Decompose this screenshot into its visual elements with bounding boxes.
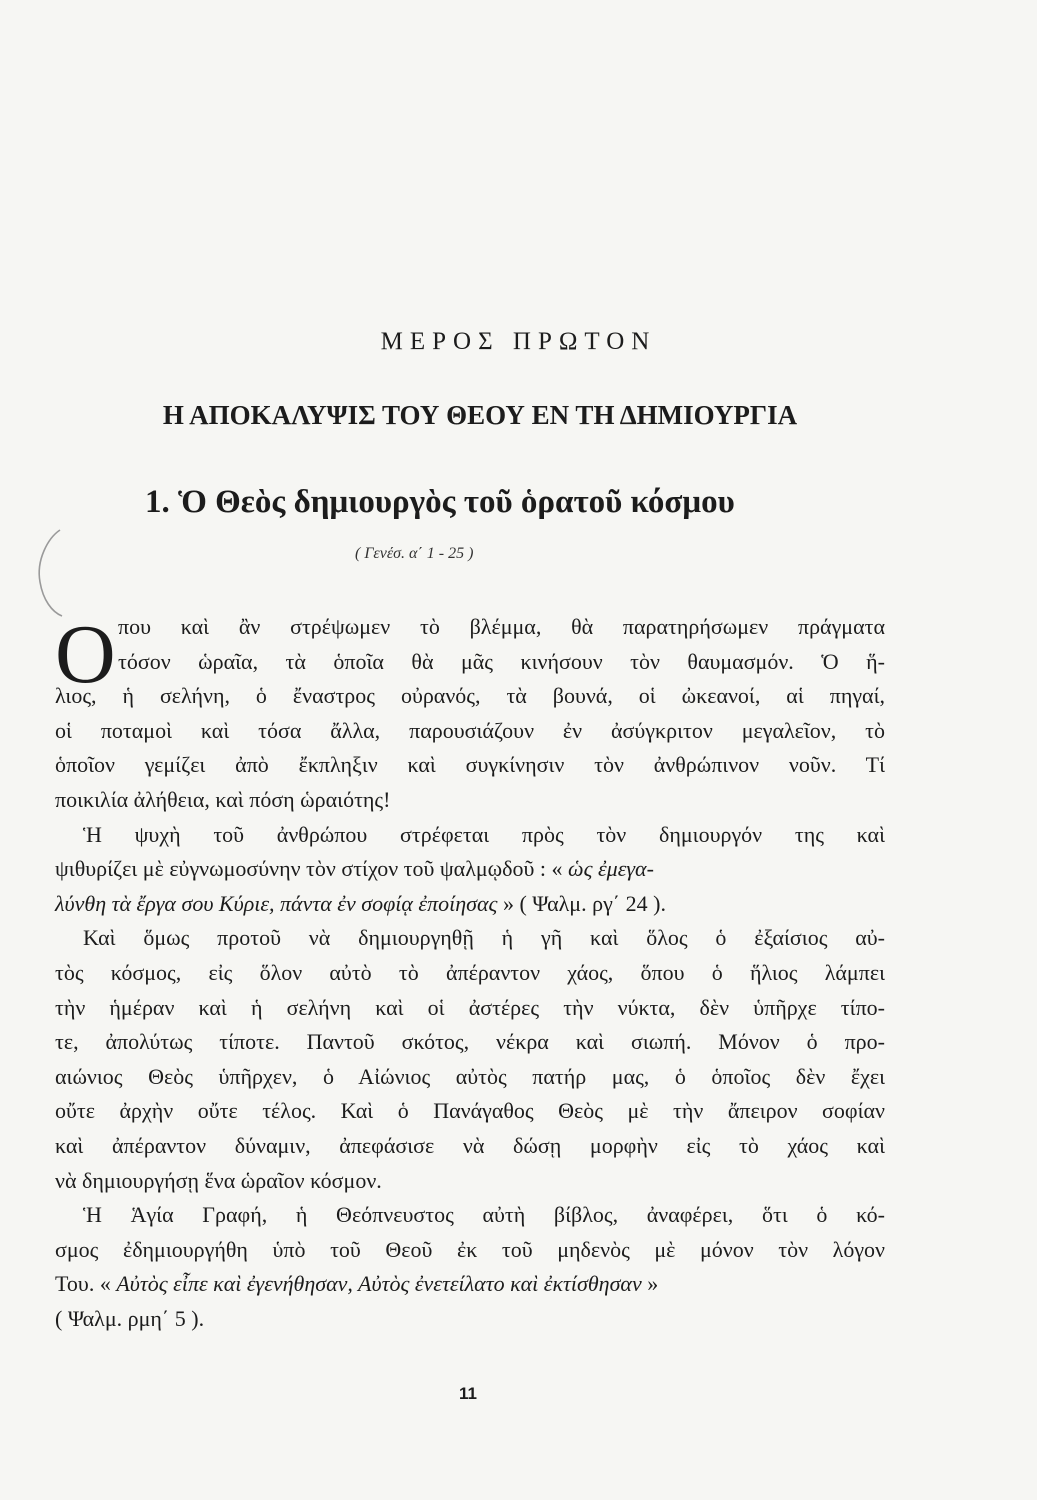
paragraph-line: Ἡ Ἁγία Γραφή, ἡ Θεόπνευστος αὐτὴ βίβλος, ἀναφέρει, ὅτι ὁ κό-: [83, 1202, 885, 1228]
psalm-quote: λύνθη τὰ ἔργα σου Κύριε, πάντα ἐν σοφίᾳ ἐποίησας: [55, 890, 498, 916]
text-segment: ψιθυρίζει μὲ εὐγνωμοσύνην τὸν στίχον τοῦ ψαλμῳδοῦ : «: [55, 856, 563, 882]
paragraph-line: τὴν ἡμέραν καὶ ἡ σελήνη καὶ οἱ ἀστέρες τὴν νύκτα, δὲν ὑπῆρχε τίπο-: [55, 994, 885, 1020]
paragraph-line: οἱ ποταμοὶ καὶ τόσα ἄλλα, παρουσιάζουν ἐν ἀσύγκριτον μεγαλεῖον, τὸ: [55, 717, 885, 743]
paragraph-line: λιος, ἡ σελήνη, ὁ ἔναστρος οὐρανός, τὰ βουνά, οἱ ὠκεανοί, αἱ πηγαί,: [55, 683, 885, 709]
psalm-reference: » ( Ψαλμ. ργ΄ 24 ).: [502, 890, 666, 916]
paragraph-line: καὶ ἀπέραντον δύναμιν, ἀπεφάσισε νὰ δώσῃ μορφὴν εἰς τὸ χάος καὶ: [55, 1132, 885, 1158]
page-number: 11: [459, 1384, 477, 1403]
text-segment: Του. «: [55, 1271, 111, 1297]
book-title: Η ΑΠΟΚΑΛΥΨΙΣ ΤΟΥ ΘΕΟΥ ΕΝ ΤΗ ΔΗΜΙΟΥΡΓΙΑ: [162, 400, 798, 430]
paragraph-line: αιώνιος Θεὸς ὑπῆρχεν, ὁ Αἰώνιος αὐτὸς πατήρ μας, ὁ ὁποῖος δὲν ἔχει: [55, 1063, 885, 1089]
paragraph-line: τε, ἀπολύτως τίποτε. Παντοῦ σκότος, νέκρα καὶ σιωπή. Μόνον ὁ προ-: [55, 1029, 885, 1055]
paragraph-line: Ἡ ψυχὴ τοῦ ἀνθρώπου στρέφεται πρὸς τὸν δημιουργόν της καὶ: [83, 821, 885, 847]
paragraph-line: νὰ δημιουργήσῃ ἕνα ὡραῖον κόσμον.: [55, 1167, 382, 1193]
paragraph-line: Καὶ ὅμως προτοῦ νὰ δημιουργηθῇ ἡ γῆ καὶ ὅλος ὁ ἐξαίσιος αὐ-: [83, 925, 885, 951]
paragraph-line: τόσον ὡραῖα, τὰ ὁποῖα θὰ μᾶς κινήσουν τὸν θαυμασμόν. Ὁ ἥ-: [118, 648, 885, 674]
paragraph-line: που καὶ ἂν στρέψωμεν τὸ βλέμμα, θὰ παρατηρήσωμεν πράγματα: [118, 614, 885, 639]
paragraph-line: σμος ἐδημιουργήθη ὑπὸ τοῦ Θεοῦ ἐκ τοῦ μηδενὸς μὲ μόνον τὸν λόγον: [55, 1236, 885, 1262]
part-title: ΜΕΡΟΣ ΠΡΩΤΟΝ: [380, 328, 657, 355]
paragraph-line: ποικιλία ἀλήθεια, καὶ πόση ὡραιότης!: [55, 786, 391, 812]
paragraph-line: [55, 1267, 885, 1302]
paragraph-line: [55, 887, 885, 922]
body-text: [55, 610, 885, 1336]
chapter-reference: ( Γενέσ. α΄ 1 - 25 ): [355, 545, 474, 562]
paragraph-line: τὸς κόσμος, εἰς ὅλον αὐτὸ τὸ ἀπέραντον χάος, ὅπου ὁ ἥλιος λάμπει: [55, 959, 885, 985]
paragraph-line: ὁποῖον γεμίζει ἀπὸ ἔκπληξιν καὶ συγκίνησιν τὸν ἀνθρώπινον νοῦν. Τί: [55, 752, 885, 778]
psalm-quote: Αὐτὸς εἶπε καὶ ἐγενήθησαν, Αὐτὸς ἐνετείλατο καὶ ἐκτίσθησαν: [116, 1271, 642, 1297]
paragraph-line: [55, 852, 885, 887]
text-segment: »: [647, 1271, 659, 1297]
chapter-title: 1. Ὁ Θεὸς δημιουργὸς τοῦ ὁρατοῦ κόσμου: [145, 484, 735, 520]
paragraph-line: οὔτε ἀρχὴν οὔτε τέλος. Καὶ ὁ Πανάγαθος Θεὸς μὲ τὴν ἄπειρον σοφίαν: [55, 1098, 885, 1124]
paragraph-line: ( Ψαλμ. ρμη΄ 5 ).: [55, 1305, 205, 1331]
drop-cap: Ο: [55, 608, 116, 701]
psalm-quote: ὡς ἐμεγα-: [568, 856, 654, 882]
pencil-mark: [30, 520, 70, 620]
